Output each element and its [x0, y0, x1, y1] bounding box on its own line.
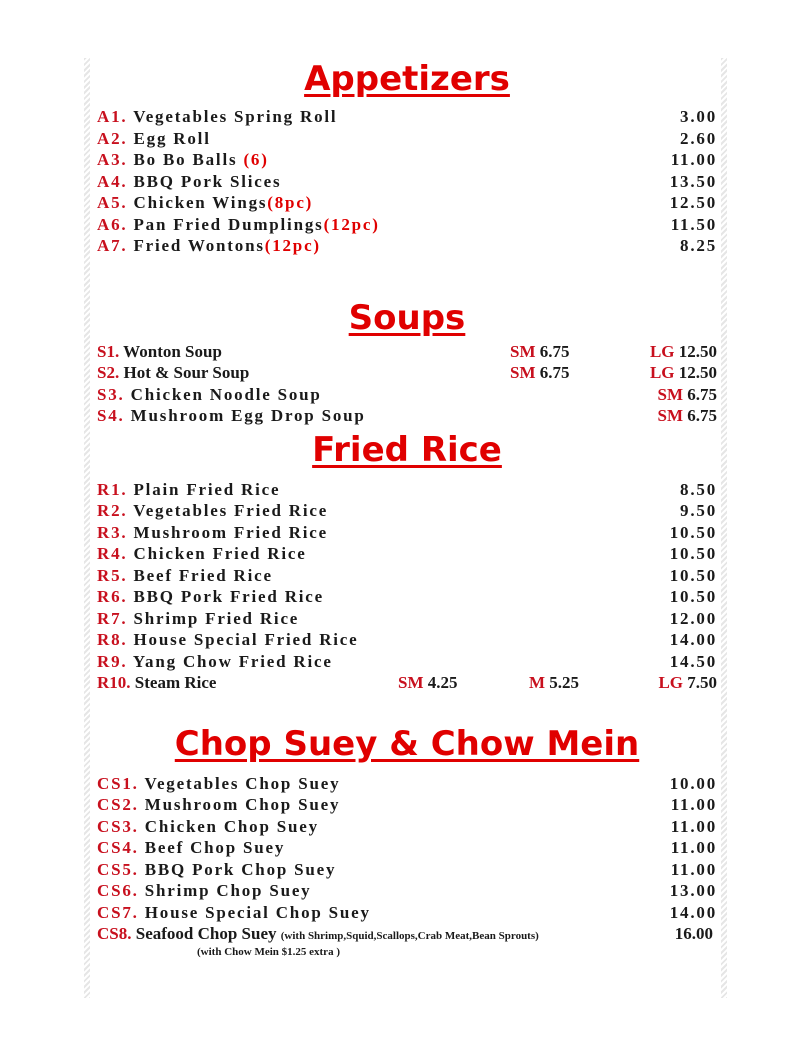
- item-code: R10.: [97, 673, 131, 692]
- fried-rice-item: [97, 565, 717, 587]
- item-code: A5.: [97, 193, 128, 212]
- item-name: Chicken Fried Rice: [133, 544, 307, 563]
- item-price: 14.00: [669, 902, 717, 922]
- item-name: Seafood Chop Suey: [135, 924, 277, 943]
- chop-suey-item: [97, 837, 717, 859]
- item-code: CS7.: [97, 902, 139, 922]
- item-price: 8.50: [680, 479, 717, 499]
- size-price: 6.75: [539, 363, 570, 382]
- item-code: R2.: [97, 501, 128, 520]
- item-name: Hot & Sour Soup: [123, 363, 250, 382]
- item-price: 10.50: [669, 587, 717, 606]
- item-name: Vegetables Spring Roll: [133, 107, 338, 126]
- item-name: Beef Chop Suey: [144, 838, 286, 857]
- item-name: Mushroom Fried Rice: [133, 522, 328, 542]
- item-price: 10.00: [669, 773, 717, 793]
- item-code: R9.: [97, 651, 128, 671]
- appetizer-item: [97, 214, 717, 236]
- chop-suey-item: [97, 902, 717, 924]
- menu-page: [97, 59, 717, 963]
- appetizer-item: [97, 128, 717, 150]
- seafood-chop-suey-item: [97, 923, 717, 963]
- item-code: S3.: [97, 384, 125, 404]
- item-name: Chicken Wings: [133, 193, 268, 212]
- steam-rice-item: [97, 672, 717, 694]
- item-code: R1.: [97, 479, 128, 499]
- appetizer-item: [97, 171, 717, 193]
- left-decorative-border: [84, 58, 90, 998]
- appetizer-item: [97, 106, 717, 128]
- item-name: Vegetables Fried Rice: [133, 501, 329, 520]
- item-note: (12pc): [323, 214, 380, 234]
- item-code: R4.: [97, 544, 128, 563]
- chop-suey-item: [97, 816, 717, 838]
- size-label: SM: [657, 384, 683, 404]
- chop-suey-item: [97, 773, 717, 795]
- soups-list: [97, 341, 717, 427]
- item-detail: (with Shrimp,Squid,Scallops,Crab Meat,Bean Sprouts): [280, 930, 539, 942]
- item-name: House Special Fried Rice: [133, 630, 359, 649]
- item-price: 10.50: [669, 522, 717, 542]
- soups-heading: Soups: [348, 297, 466, 338]
- fried-rice-item: [97, 500, 717, 522]
- item-name: Chicken Chop Suey: [144, 816, 319, 836]
- item-name: BBQ Pork Slices: [133, 171, 282, 191]
- appetizer-item: [97, 192, 717, 214]
- size-label: SM: [657, 406, 683, 425]
- item-name: BBQ Pork Chop Suey: [144, 859, 337, 879]
- chop-suey-item: [97, 859, 717, 881]
- item-note: (8pc): [267, 193, 314, 212]
- size-price: 6.75: [539, 341, 570, 361]
- item-price: 6.75: [687, 384, 717, 404]
- item-code: S2.: [97, 363, 120, 382]
- item-price: 3.00: [680, 107, 717, 126]
- item-name: BBQ Pork Fried Rice: [133, 587, 324, 606]
- appetizers-heading: Appetizers: [304, 59, 510, 99]
- right-decorative-border: [721, 58, 727, 998]
- soup-item: [97, 405, 717, 427]
- item-price: 13.00: [669, 881, 717, 900]
- fried-rice-item: [97, 479, 717, 501]
- item-name: Beef Fried Rice: [133, 565, 273, 585]
- item-code: R5.: [97, 565, 128, 585]
- item-price: 6.75: [687, 406, 717, 425]
- item-name: House Special Chop Suey: [144, 902, 371, 922]
- fried-rice-list: [97, 479, 717, 673]
- item-name: Steam Rice: [134, 673, 217, 692]
- item-code: CS8.: [97, 924, 132, 943]
- item-name: Mushroom Chop Suey: [144, 795, 341, 814]
- item-price: 14.00: [669, 630, 717, 649]
- item-code: R6.: [97, 587, 128, 606]
- item-price: 16.00: [674, 924, 713, 943]
- chop-suey-heading: Chop Suey & Chow Mein: [174, 723, 640, 764]
- size-label: M: [529, 673, 546, 692]
- chow-mein-extra-note: (with Chow Mein $1.25 extra ): [197, 946, 340, 958]
- chop-suey-list: [97, 773, 717, 924]
- size-label: SM: [510, 363, 536, 382]
- item-price: 2.60: [680, 128, 717, 148]
- fried-rice-item: [97, 608, 717, 630]
- item-price: 7.50: [687, 673, 717, 692]
- item-code: A3.: [97, 150, 128, 169]
- item-code: CS3.: [97, 816, 139, 836]
- item-name: Vegetables Chop Suey: [144, 773, 341, 793]
- appetizer-item: [97, 149, 717, 171]
- size-label: LG: [649, 341, 675, 361]
- item-code: S1.: [97, 341, 120, 361]
- item-code: A4.: [97, 171, 128, 191]
- item-code: CS5.: [97, 859, 139, 879]
- item-code: CS2.: [97, 795, 139, 814]
- chop-suey-item: [97, 794, 717, 816]
- appetizers-list: [97, 106, 717, 257]
- item-price: 10.50: [669, 544, 717, 563]
- item-code: A2.: [97, 128, 128, 148]
- item-name: Bo Bo Balls: [133, 150, 244, 169]
- item-name: Yang Chow Fried Rice: [132, 651, 333, 671]
- item-price: 11.00: [670, 816, 717, 836]
- item-price: 11.00: [670, 795, 717, 814]
- item-price: 12.50: [678, 341, 717, 361]
- item-code: CS1.: [97, 773, 139, 793]
- fried-rice-item: [97, 651, 717, 673]
- item-price: 11.00: [670, 150, 717, 169]
- item-name: Pan Fried Dumplings: [133, 214, 324, 234]
- item-price: 11.00: [670, 838, 717, 857]
- item-name: Egg Roll: [133, 128, 211, 148]
- item-name: Mushroom Egg Drop Soup: [130, 406, 366, 425]
- size-price: 5.25: [549, 673, 580, 692]
- item-price: 12.50: [669, 193, 717, 212]
- item-name: Plain Fried Rice: [133, 479, 281, 499]
- fried-rice-item: [97, 522, 717, 544]
- fried-rice-item: [97, 543, 717, 565]
- item-name: Shrimp Chop Suey: [144, 881, 312, 900]
- chop-suey-item: [97, 880, 717, 902]
- item-code: R7.: [97, 608, 128, 628]
- item-code: R8.: [97, 630, 128, 649]
- item-price: 8.25: [680, 236, 717, 255]
- item-price: 12.50: [678, 363, 717, 382]
- item-price: 14.50: [669, 651, 717, 671]
- size-label: SM: [510, 341, 536, 361]
- fried-rice-item: [97, 629, 717, 651]
- fried-rice-heading: Fried Rice: [312, 429, 502, 470]
- item-code: S4.: [97, 406, 125, 425]
- item-note: (6): [243, 150, 269, 169]
- size-label: LG: [658, 673, 683, 692]
- item-price: 11.00: [670, 859, 717, 879]
- size-label: SM: [398, 673, 424, 692]
- size-price: 4.25: [427, 673, 458, 692]
- soup-item: [97, 341, 717, 363]
- item-price: 11.50: [670, 214, 717, 234]
- item-code: R3.: [97, 522, 128, 542]
- item-name: Shrimp Fried Rice: [133, 608, 300, 628]
- item-price: 12.00: [669, 608, 717, 628]
- item-code: CS6.: [97, 881, 139, 900]
- size-label: LG: [649, 363, 675, 382]
- item-code: CS4.: [97, 838, 139, 857]
- item-price: 13.50: [669, 171, 717, 191]
- item-name: Chicken Noodle Soup: [130, 384, 322, 404]
- item-name: Wonton Soup: [123, 341, 222, 361]
- fried-rice-item: [97, 586, 717, 608]
- appetizer-item: [97, 235, 717, 257]
- item-price: 9.50: [680, 501, 717, 520]
- soup-item: [97, 362, 717, 384]
- item-code: A6.: [97, 214, 128, 234]
- item-price: 10.50: [669, 565, 717, 585]
- item-note: (12pc): [264, 236, 321, 255]
- item-code: A1.: [97, 107, 128, 126]
- soup-item: [97, 384, 717, 406]
- item-name: Fried Wontons: [133, 236, 265, 255]
- item-code: A7.: [97, 236, 128, 255]
